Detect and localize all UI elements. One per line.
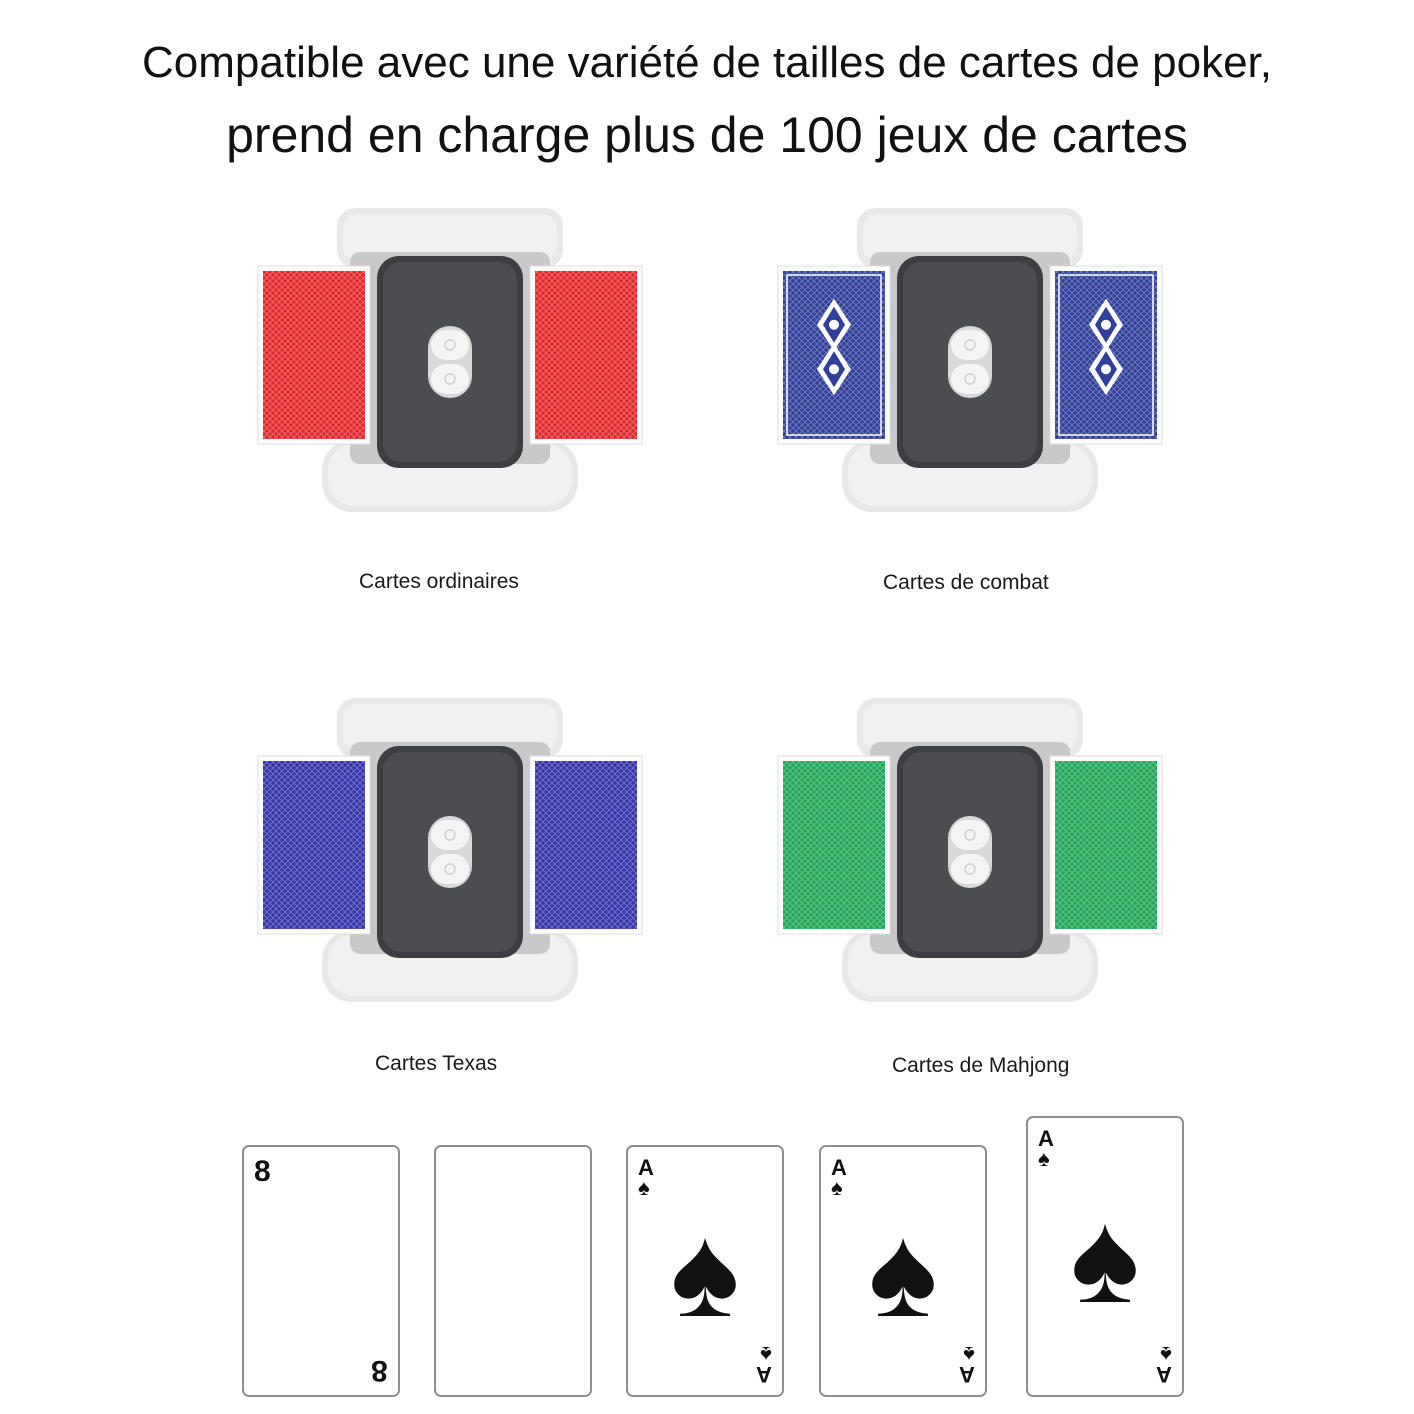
spade-icon: ♠ (1070, 1183, 1140, 1330)
card-rank: A (831, 1155, 847, 1180)
spade-icon: ♠ (963, 1342, 975, 1367)
shuffler-ordinary-cards (240, 200, 660, 530)
card-rank: A (756, 1362, 772, 1387)
headline-line-2: prend en charge plus de 100 jeux de cartes (226, 107, 1188, 163)
caption-combat-cards: Cartes de combat (883, 571, 1049, 594)
spade-icon: ♠ (638, 1175, 650, 1200)
spade-icon: ♠ (1038, 1146, 1050, 1171)
headline-line-1: Compatible avec une variété de tailles de cartes de poker, (142, 38, 1272, 87)
card-rank: 8 (371, 1354, 388, 1387)
card-rank: A (1038, 1126, 1054, 1151)
caption-ordinary-cards: Cartes ordinaires (359, 570, 519, 593)
card-rank: A (638, 1155, 654, 1180)
shuffler-texas-cards (240, 690, 660, 1020)
card-size-3 (626, 1145, 784, 1397)
caption-texas-cards: Cartes Texas (375, 1052, 498, 1075)
card-size-2-blank (434, 1145, 592, 1397)
spade-icon: ♠ (831, 1175, 843, 1200)
card-size-4 (819, 1145, 987, 1397)
spade-icon: ♠ (868, 1198, 938, 1344)
caption-mahjong-cards: Cartes de Mahjong (892, 1054, 1070, 1077)
card-size-1 (242, 1145, 400, 1397)
card-rank: A (959, 1362, 975, 1387)
card-rank: 8 (254, 1155, 271, 1188)
card-size-5 (1026, 1116, 1184, 1397)
spade-icon: ♠ (1160, 1342, 1172, 1367)
spade-icon: ♠ (760, 1342, 772, 1367)
spade-icon: ♠ (670, 1198, 740, 1344)
card-rank: A (1156, 1362, 1172, 1387)
shuffler-combat-cards (760, 200, 1180, 530)
shuffler-mahjong-cards (760, 690, 1180, 1020)
